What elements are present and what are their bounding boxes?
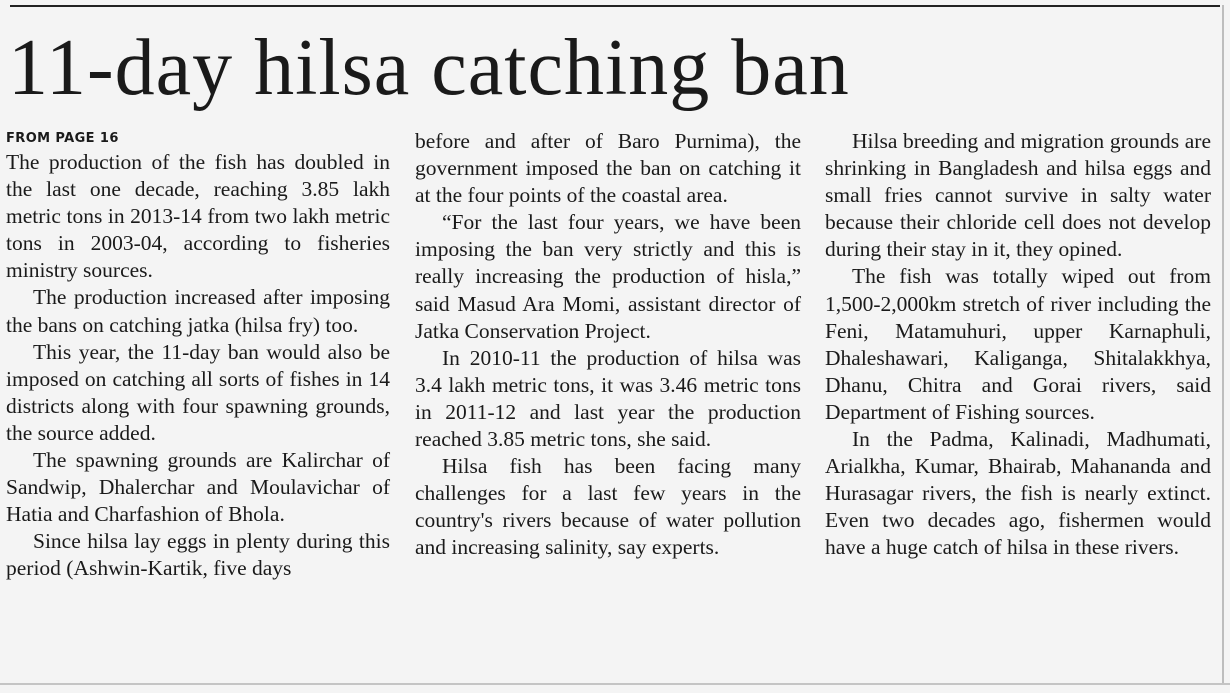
paragraph: The production of the fish has doubled in the last one decade, reaching 3.85 lakh metric tons in 2013-14 from two lakh metric tons in 2003-04, according to fisheries ministry sources. xyxy=(6,150,390,283)
paragraph: Hilsa fish has been facing many challenges for a last few years in the country's rivers because of water pollution and increasing salinity, say experts. xyxy=(415,454,801,560)
paragraph: Hilsa breeding and migration grounds are shrinking in Bangladesh and hilsa eggs and small fries cannot survive in salty water because their chloride cell does not develop during their stay in it, they opined. xyxy=(825,129,1211,262)
paragraph: before and after of Baro Purnima), the government imposed the ban on catching it at the four points of the coastal area. xyxy=(415,129,801,208)
article-column-3 xyxy=(825,128,1211,562)
paragraph: This year, the 11-day ban would also be imposed on catching all sorts of fishes in 14 districts along with four spawning grounds, the source added. xyxy=(6,339,390,445)
paragraph: The fish was totally wiped out from 1,500-2,000km stretch of river including the Feni, Matamuhuri, upper Karnaphuli, Dhaleshawari, Kaliganga, Shitalakkhya, Dhanu, Chitra and Gorai rivers, said Department of Fishing sources. xyxy=(825,264,1211,424)
paragraph: The production increased after imposing the bans on catching jatka (hilsa fry) too. xyxy=(6,285,390,337)
bottom-rule xyxy=(0,683,1230,685)
paragraph: Since hilsa lay eggs in plenty during this period (Ashwin-Kartik, five days xyxy=(6,529,390,581)
from-page-label: FROM PAGE 16 xyxy=(6,131,119,146)
headline: 11-day hilsa catching ban xyxy=(8,24,850,112)
top-rule xyxy=(10,5,1220,7)
right-border xyxy=(1222,5,1224,685)
paragraph: In the Padma, Kalinadi, Madhumati, Arialkha, Kumar, Bhairab, Mahananda and Hurasagar rivers, the fish is nearly extinct. Even two decades ago, fishermen would have a huge catch of hilsa in these rivers. xyxy=(825,427,1211,560)
paragraph: The spawning grounds are Kalirchar of Sandwip, Dhalerchar and Moulavichar of Hatia and Charfashion of Bhola. xyxy=(6,448,390,527)
paragraph: “For the last four years, we have been imposing the ban very strictly and this is really increasing the production of hisla,” said Masud Ara Momi, assistant director of Jatka Conservation Project. xyxy=(415,210,801,343)
article-column-2 xyxy=(415,128,801,562)
paragraph: In 2010-11 the production of hilsa was 3.4 lakh metric tons, it was 3.46 metric tons in 2011-12 and last year the production reached 3.85 metric tons, she said. xyxy=(415,345,801,452)
article-column-1 xyxy=(6,128,390,583)
